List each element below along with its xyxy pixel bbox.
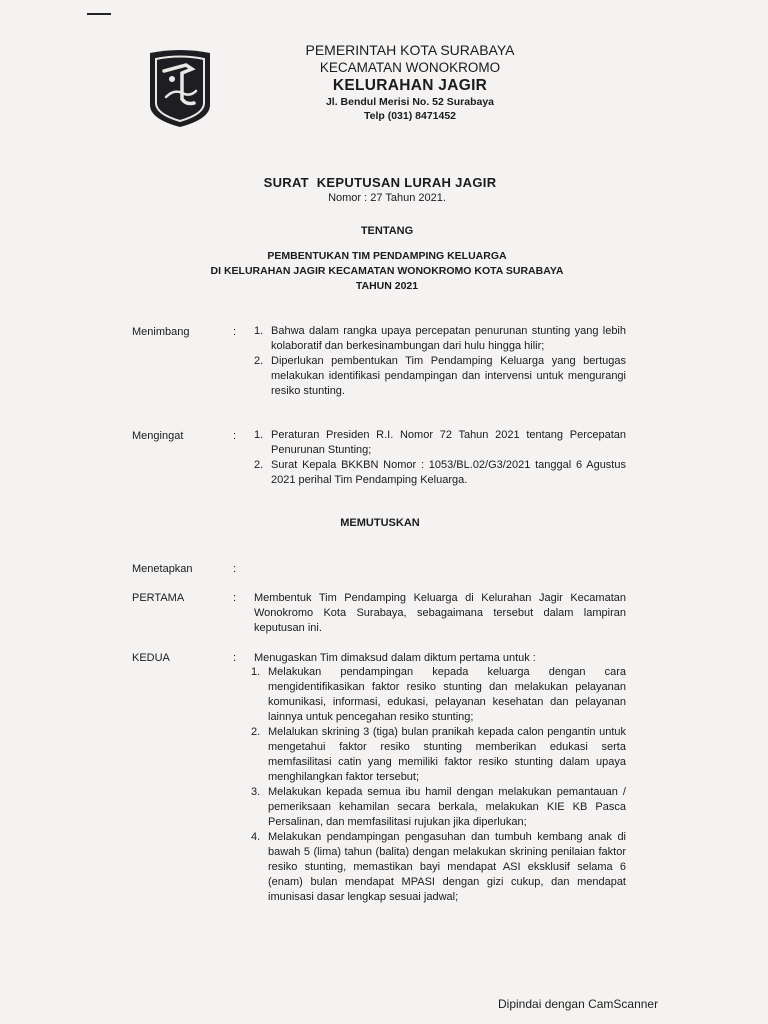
item-number: 1.: [254, 429, 264, 441]
subject-line: TAHUN 2021: [355, 280, 419, 292]
list-item: [254, 428, 626, 458]
memutuskan-heading: MEMUTUSKAN: [340, 517, 420, 529]
letterhead-district: KECAMATAN WONOKROMO: [319, 60, 501, 75]
item-text: Diperlukan pembentukan Tim Pendamping Keluarga yang bertugas melakukan identifikasi pendampingan dan intervensi untuk mengurangi resiko stunting.: [271, 355, 626, 397]
menimbang-label: Menimbang: [132, 326, 190, 338]
mengingat-label: Mengingat: [132, 430, 184, 442]
letterhead-address: Jl. Bendul Merisi No. 52 Surabaya: [325, 96, 495, 108]
item-text: Melakukan pendampingan pengasuhan dan tumbuh kembang anak di bawah 5 (lima) tahun (balita) dengan melakukan skrining penilaian faktor resiko stunting, memastikan bayi mendapat ASI eksklusif selama 6 (enam) bulan mendapat MPASI dengan gizi cukup, dan mendapat imunisasi dasar lengkap sesuai jadwal;: [268, 831, 626, 903]
item-number: 4.: [251, 831, 261, 843]
pertama-label: PERTAMA: [132, 592, 185, 604]
list-item: [251, 725, 626, 785]
kedua-label: KEDUA: [132, 652, 170, 664]
decree-number: Nomor : 27 Tahun 2021.: [328, 192, 446, 204]
item-text: Peraturan Presiden R.I. Nomor 72 Tahun 2021 tentang Percepatan Penurunan Stunting;: [271, 429, 626, 456]
item-text: Melakukan pendampingan kepada keluarga dengan cara mengidentifikasikan faktor resiko stunting dan melakukan pelayanan komunikasi, informasi, edukasi, pelayanan kesehatan dan pelayanan lainnya untuk pencegahan resiko stunting;: [268, 666, 626, 723]
kedua-colon: :: [233, 652, 237, 664]
list-item: [251, 785, 626, 830]
city-emblem-logo: [146, 49, 214, 129]
about-heading: TENTANG: [360, 225, 414, 237]
mengingat-list: [254, 428, 626, 488]
menetapkan-label: Menetapkan: [132, 563, 193, 575]
scanner-watermark: Dipindai dengan CamScanner: [498, 997, 659, 1011]
letterhead-village: KELURAHAN JAGIR: [332, 77, 488, 94]
item-number: 2.: [254, 355, 264, 367]
letterhead-government: PEMERINTAH KOTA SURABAYA: [305, 42, 515, 58]
list-item: [254, 458, 626, 488]
subject-line: PEMBENTUKAN TIM PENDAMPING KELUARGA: [267, 250, 507, 262]
pertama-colon: :: [233, 592, 237, 604]
mengingat-colon: :: [233, 430, 237, 442]
kedua-list: [251, 665, 626, 905]
letterhead: [270, 42, 550, 123]
item-text: Bahwa dalam rangka upaya percepatan penurunan stunting yang lebih kolaboratif dan berkesinambungan dari hulu hingga hilir;: [271, 325, 626, 352]
decree-title: SURAT KEPUTUSAN LURAH JAGIR: [263, 175, 497, 190]
scan-mark: [87, 13, 111, 15]
decree-subject: [0, 249, 768, 294]
subject-line: DI KELURAHAN JAGIR KECAMATAN WONOKROMO KOTA SURABAYA: [210, 265, 564, 277]
item-number: 1.: [251, 666, 261, 678]
kedua-intro: Menugaskan Tim dimaksud dalam diktum pertama untuk :: [254, 652, 536, 664]
list-item: [254, 354, 626, 399]
pertama-text: Membentuk Tim Pendamping Keluarga di Kelurahan Jagir Kecamatan Wonokromo Kota Surabaya, sebagaimana tersebut dalam lampiran keputusan ini.: [254, 592, 626, 634]
item-number: 2.: [251, 726, 261, 738]
menimbang-colon: :: [233, 326, 237, 338]
list-item: [251, 830, 626, 905]
item-number: 1.: [254, 325, 264, 337]
item-number: 2.: [254, 459, 264, 471]
item-text: Melakukan kepada semua ibu hamil dengan melakukan pemantauan / pemeriksaan kehamilan secara berkala, melakukan KIE KB Pasca Persalinan, dan memfasilitasi rujukan jika diperlukan;: [268, 786, 626, 828]
item-text: Melalukan skrining 3 (tiga) bulan pranikah kepada calon pengantin untuk mengetahui faktor resiko stunting memberikan edukasi serta memfasilitasi catin yang memiliki faktor resiko stunting dalam upaya menghilangkan faktor tersebut;: [268, 726, 626, 783]
list-item: [254, 324, 626, 354]
letterhead-phone: Telp (031) 8471452: [363, 110, 457, 122]
menimbang-list: [254, 324, 626, 399]
item-number: 3.: [251, 786, 261, 798]
item-text: Surat Kepala BKKBN Nomor : 1053/BL.02/G3/2021 tanggal 6 Agustus 2021 perihal Tim Pendamping Keluarga.: [271, 459, 626, 486]
menetapkan-colon: :: [233, 563, 237, 575]
list-item: [251, 665, 626, 725]
